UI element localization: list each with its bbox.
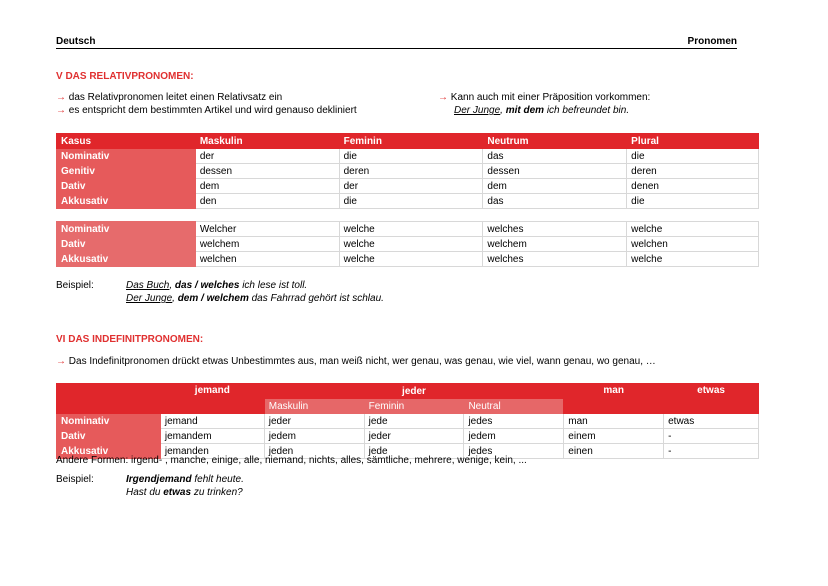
- example-relative: das / welches: [174, 280, 240, 291]
- table-cell: der: [339, 179, 483, 194]
- header-topic: Pronomen: [687, 36, 737, 47]
- table-cell: welches: [483, 222, 627, 237]
- table-cell: welches: [483, 252, 627, 267]
- table-cell: welchen: [195, 252, 339, 267]
- table-cell: -: [664, 429, 759, 444]
- beispiel-line-3: [126, 474, 244, 485]
- table-cell: etwas: [664, 414, 759, 429]
- bullet-text-1: das Relativpronomen leitet einen Relativsatz ein: [68, 92, 283, 103]
- table-cell: die: [339, 149, 483, 164]
- row-label: Dativ: [57, 429, 161, 444]
- table-header-row: [57, 384, 759, 399]
- relativpronomen-table: [56, 133, 759, 209]
- table-cell: die: [627, 194, 759, 209]
- bullet-line-2: [56, 105, 357, 116]
- table-row: [57, 237, 759, 252]
- table-cell: jemanden: [160, 444, 264, 459]
- table-cell: denen: [627, 179, 759, 194]
- subheader-cell: Maskulin: [264, 399, 364, 414]
- example-start: Hast du: [126, 487, 161, 498]
- table-cell: welche: [627, 222, 759, 237]
- header-cell: Feminin: [339, 134, 483, 149]
- header-corner-cell: [57, 384, 161, 414]
- example-subject: Das Buch: [126, 280, 170, 291]
- table-cell: welche: [627, 252, 759, 267]
- row-label: Akkusativ: [57, 444, 161, 459]
- bullet-text-3: Kann auch mit einer Präposition vorkommen:: [450, 92, 651, 103]
- beispiel-label: Beispiel:: [56, 474, 94, 485]
- row-label: Akkusativ: [57, 194, 196, 209]
- beispiel-line-1: Das Buch, das / welches ich lese ist toll.: [126, 280, 308, 291]
- row-label: Nominativ: [57, 414, 161, 429]
- table-cell: jeder: [364, 429, 464, 444]
- beispiel-label: Beispiel:: [56, 280, 94, 291]
- table-cell: dessen: [483, 164, 627, 179]
- header-cell: man: [564, 384, 664, 414]
- bullet-text-4: Das Indefinitpronomen drückt etwas Unbestimmtes aus, man weiß nicht, wer genau, was genau, wie viel, wann genau, wo genau, …: [68, 356, 656, 367]
- table-cell: -: [664, 444, 759, 459]
- table-row: [57, 252, 759, 267]
- table-cell: einem: [564, 429, 664, 444]
- arrow-icon: →: [56, 92, 66, 103]
- example-rest: ich lese ist toll.: [242, 280, 308, 291]
- table-cell: einen: [564, 444, 664, 459]
- row-label: Nominativ: [57, 222, 196, 237]
- table-cell: jedem: [264, 429, 364, 444]
- section-title-relativpronomen: V DAS RELATIVPRONOMEN:: [56, 71, 194, 82]
- table-cell: dessen: [195, 164, 339, 179]
- example-relative: mit dem: [505, 105, 545, 116]
- table-cell: jedes: [464, 414, 564, 429]
- table-cell: jemand: [160, 414, 264, 429]
- header-cell: Kasus: [57, 134, 196, 149]
- table-row: [57, 429, 759, 444]
- table-cell: welche: [339, 222, 483, 237]
- header-cell: etwas: [664, 384, 759, 414]
- arrow-icon: →: [438, 92, 448, 103]
- table-cell: der: [195, 149, 339, 164]
- header-subject: Deutsch: [56, 36, 96, 47]
- table-row: [57, 194, 759, 209]
- row-label: Dativ: [57, 179, 196, 194]
- table-cell: deren: [339, 164, 483, 179]
- header-cell: jemand: [160, 384, 264, 414]
- table-cell: jeden: [264, 444, 364, 459]
- table-cell: jemandem: [160, 429, 264, 444]
- andere-formen: Andere Formen: irgend- , manche, einige, alle, niemand, nichts, alles, sämtliche, mehrere, wenige, kein, ...: [56, 455, 527, 466]
- table-cell: jede: [364, 414, 464, 429]
- arrow-icon: →: [56, 356, 66, 367]
- table-row: [57, 149, 759, 164]
- example-rest: fehlt heute.: [194, 474, 244, 485]
- header-cell: jeder: [264, 384, 564, 399]
- subheader-cell: Feminin: [364, 399, 464, 414]
- example-rest: ich befreundet bin.: [546, 105, 630, 116]
- table-cell: dem: [483, 179, 627, 194]
- header-cell: Plural: [627, 134, 759, 149]
- table-cell: welche: [339, 252, 483, 267]
- bullet-line-3: [438, 92, 650, 103]
- row-label: Nominativ: [57, 149, 196, 164]
- bullet-line-4: [56, 356, 656, 367]
- table-header-row: [57, 134, 759, 149]
- table-cell: welchem: [195, 237, 339, 252]
- row-label: Genitiv: [57, 164, 196, 179]
- header-cell: Maskulin: [195, 134, 339, 149]
- table-cell: jedes: [464, 444, 564, 459]
- section-title-indefinitpronomen: VI DAS INDEFINITPRONOMEN:: [56, 334, 204, 345]
- table-cell: den: [195, 194, 339, 209]
- table-cell: die: [339, 194, 483, 209]
- table-cell: welche: [339, 237, 483, 252]
- example-pronoun: Irgendjemand: [126, 474, 192, 485]
- subheader-cell: Neutral: [464, 399, 564, 414]
- table-cell: welchen: [627, 237, 759, 252]
- example-subject: Der Junge: [454, 105, 501, 116]
- table-row: [57, 222, 759, 237]
- table-cell: man: [564, 414, 664, 429]
- bullet-line-1: [56, 92, 282, 103]
- table-cell: welchem: [483, 237, 627, 252]
- table-cell: das: [483, 194, 627, 209]
- table-cell: jede: [364, 444, 464, 459]
- arrow-icon: →: [56, 105, 66, 116]
- praeposition-example: Der Junge, mit dem ich befreundet bin.: [454, 105, 630, 116]
- example-pronoun: etwas: [163, 487, 192, 498]
- example-rest: das Fahrrad gehört ist schlau.: [251, 293, 384, 304]
- table-cell: dem: [195, 179, 339, 194]
- table-cell: deren: [627, 164, 759, 179]
- page-header: [56, 36, 737, 49]
- indefinitpronomen-table: [56, 383, 759, 459]
- row-label: Akkusativ: [57, 252, 196, 267]
- bullet-text-2: es entspricht dem bestimmten Artikel und wird genauso dekliniert: [68, 105, 357, 116]
- table-cell: Welcher: [195, 222, 339, 237]
- table-cell: jeder: [264, 414, 364, 429]
- row-label: Dativ: [57, 237, 196, 252]
- table-row: [57, 414, 759, 429]
- welcher-table: [56, 221, 759, 267]
- example-rest: zu trinken?: [193, 487, 243, 498]
- table-cell: die: [627, 149, 759, 164]
- beispiel-line-2: Der Junge, dem / welchem das Fahrrad gehört ist schlau.: [126, 293, 384, 304]
- table-row: [57, 164, 759, 179]
- table-row: [57, 179, 759, 194]
- beispiel-line-4: [126, 487, 243, 498]
- table-cell: jedem: [464, 429, 564, 444]
- example-subject: Der Junge: [126, 293, 173, 304]
- table-cell: das: [483, 149, 627, 164]
- header-cell: Neutrum: [483, 134, 627, 149]
- example-relative: dem / welchem: [177, 293, 249, 304]
